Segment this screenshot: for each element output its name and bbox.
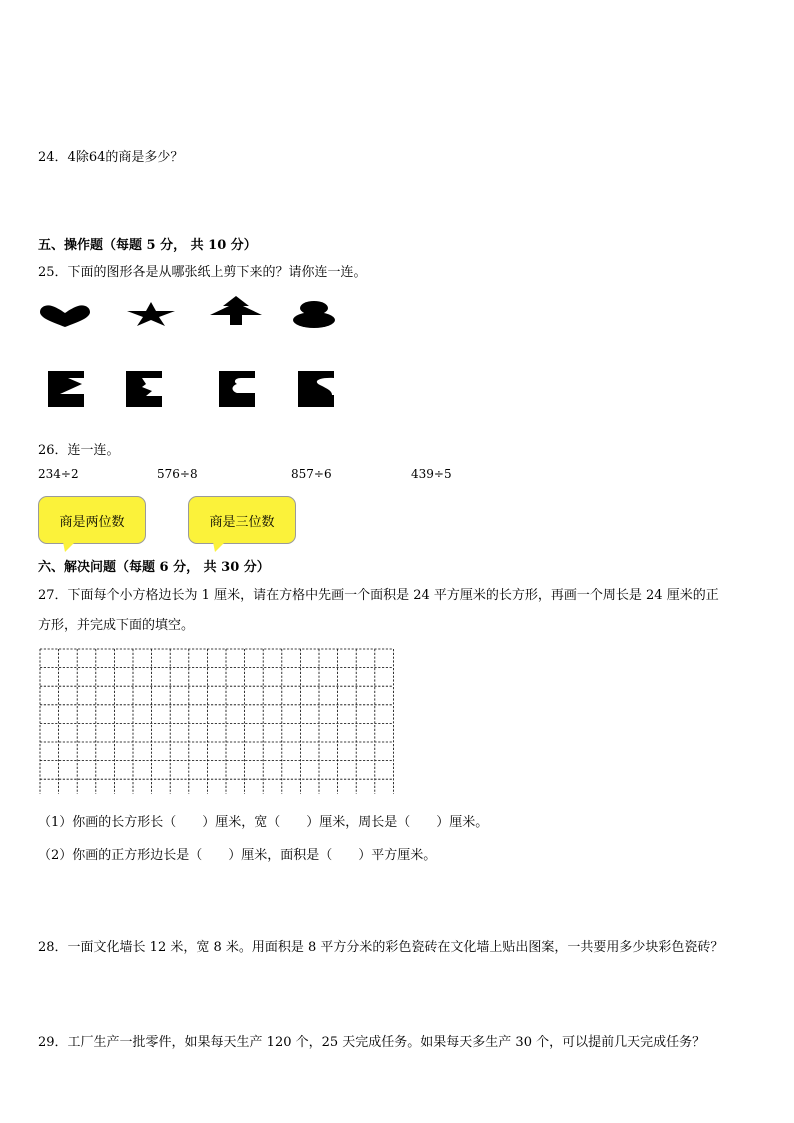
bubble-three-digit-quotient <box>188 496 296 544</box>
question-27-sub1: （1）你画的长方形长（ ）厘米，宽（ ）厘米，周长是（ ）厘米。 <box>38 815 489 830</box>
speech-tail-icon <box>63 542 75 552</box>
question-27-line2: 方形，并完成下面的填空。 <box>38 618 195 633</box>
cut-paper-2-icon <box>126 371 162 407</box>
question-27-line1: 27．下面每个小方格边长为 1 厘米，请在方格中先画一个面积是 24 平方厘米的长方形，再画一个周长是 24 厘米的正 <box>38 588 719 603</box>
section-5-heading: 五、操作题（每题 5 分， 共 10 分） <box>38 238 257 253</box>
question-26: 26．连一连。 <box>38 443 120 458</box>
question-25: 25．下面的图形各是从哪张纸上剪下来的？请你连一连。 <box>38 265 367 280</box>
cut-paper-1-icon <box>48 371 84 407</box>
cut-paper-4-icon <box>298 371 334 407</box>
star-icon <box>126 302 176 326</box>
speech-tail-icon <box>213 542 225 552</box>
question-29: 29．工厂生产一批零件，如果每天生产 120 个，25 天完成任务。如果每天多生产 30 个，可以提前几天完成任务？ <box>38 1035 706 1050</box>
expression-3: 857÷6 <box>291 467 332 481</box>
square-grid[interactable] <box>39 648 397 794</box>
tree-icon <box>209 296 263 326</box>
section-6-heading: 六、解决问题（每题 6 分， 共 30 分） <box>38 560 270 575</box>
question-24: 24．4除64的商是多少？ <box>38 150 184 165</box>
bubble-label: 商是三位数 <box>209 514 275 530</box>
expression-1: 234÷2 <box>38 467 79 481</box>
heart-icon <box>38 304 92 328</box>
bubble-label: 商是两位数 <box>59 514 125 530</box>
cut-paper-3-icon <box>219 371 255 407</box>
expression-2: 576÷8 <box>157 467 198 481</box>
question-27-sub2: （2）你画的正方形边长是（ ）厘米，面积是（ ）平方厘米。 <box>38 848 437 863</box>
expression-4: 439÷5 <box>411 467 452 481</box>
snowman-icon <box>292 300 336 328</box>
question-28: 28．一面文化墙长 12 米，宽 8 米。用面积是 8 平方分米的彩色瓷砖在文化墙上贴出图案，一共要用多少块彩色瓷砖？ <box>38 940 724 955</box>
bubble-two-digit-quotient <box>38 496 146 544</box>
